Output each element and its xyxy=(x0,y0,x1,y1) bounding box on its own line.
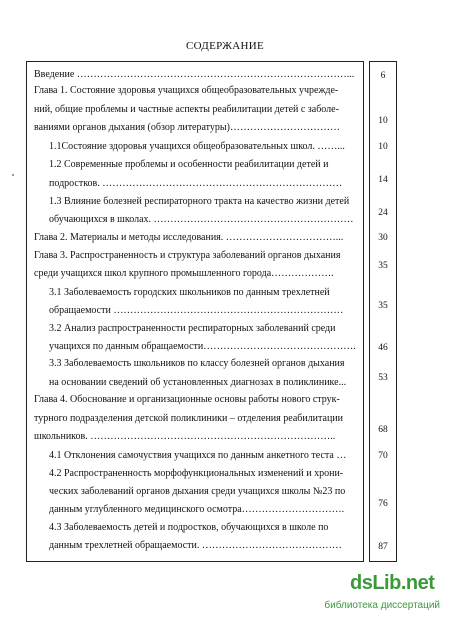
toc-entry-line: ческих заболеваний органов дыхания среди учащихся школы №23 по xyxy=(49,486,346,497)
toc-entry-line: турного подразделения детской поликлиники – отделения реабилитации xyxy=(34,413,344,424)
watermark xyxy=(324,572,446,620)
toc-page-number: 14 xyxy=(378,175,388,185)
toc-entry-line: на основании сведений об установленных диагнозах в поликлинике... xyxy=(49,377,347,388)
toc-entry-line: подростков. ……………………………………………………………… xyxy=(49,178,343,189)
toc-entry-line: 1.2 Современные проблемы и особенности реабилитации детей и xyxy=(49,159,329,170)
toc-page-number: 30 xyxy=(378,233,388,243)
toc-entry-line: 3.2 Анализ распространенности респираторных заболеваний среди xyxy=(49,323,336,334)
toc-entry-line: 4.2 Распространенность морфофункциональных изменений и хрони- xyxy=(49,468,344,479)
toc-page-number: 70 xyxy=(378,451,388,461)
scan-speck xyxy=(12,174,14,176)
toc-page-number: 10 xyxy=(378,142,388,152)
toc-page-number: 46 xyxy=(378,343,388,353)
toc-page-number: 24 xyxy=(378,208,388,218)
toc-entry-line: Глава 1. Состояние здоровья учащихся общеобразовательных учрежде- xyxy=(34,85,339,96)
watermark-subtitle: библиотека диссертаций xyxy=(324,600,440,611)
toc-entry-line: 3.1 Заболеваемость городских школьников по данным трехлетней xyxy=(49,287,330,298)
toc-entry-line: 1.1Состояние здоровья учащихся общеобразовательных школ. ……... xyxy=(49,141,345,152)
toc-entry-line: данным трехлетней обращаемости. …………………………………… xyxy=(49,540,342,551)
toc-entry-line: обращаемости …………………………………………………………… xyxy=(49,305,344,316)
toc-page-number: 68 xyxy=(378,425,388,435)
toc-entry-line: данным углубленного медицинского осмотра…………………………. xyxy=(49,504,345,515)
toc-page-number: 10 xyxy=(378,116,388,126)
toc-entry-line: Глава 4. Обоснование и организационные основы работы нового струк- xyxy=(34,394,340,405)
toc-entry-line: 1.3 Влияние болезней респираторного тракта на качество жизни детей xyxy=(49,196,350,207)
toc-entry-line: обучающихся в школах. …………………………………………………… xyxy=(49,214,354,225)
toc-page-number: 87 xyxy=(378,542,388,552)
toc-page-number: 35 xyxy=(378,301,388,311)
toc-entry-line: Введение ………………………………………………………………………... xyxy=(34,69,355,80)
toc-entry-line: ваниями органов дыхания (обзор литературы)…………………………… xyxy=(34,122,340,133)
toc-page-number: 35 xyxy=(378,261,388,271)
toc-entry-line: Глава 3. Распространенность и структура заболеваний органов дыхания xyxy=(34,250,341,261)
toc-entry-line: 3.3 Заболеваемость школьников по классу болезней органов дыхания xyxy=(49,358,345,369)
toc-entry-line: среди учащихся школ крупного промышленного города………………. xyxy=(34,268,334,279)
toc-page-number: 76 xyxy=(378,499,388,509)
toc-page-number: 53 xyxy=(378,373,388,383)
page-title: СОДЕРЖАНИЕ xyxy=(185,40,265,52)
toc-entry-line: 4.1 Отклонения самочуствия учащихся по данным анкетного теста … xyxy=(49,450,347,461)
toc-entry-line: ний, общие проблемы и частные аспекты реабилитации детей с заболе- xyxy=(34,104,339,115)
toc-entry-line: Глава 2. Материалы и методы исследования. ……………………………... xyxy=(34,232,344,243)
toc-entry-line: 4.3 Заболеваемость детей и подростков, обучающихся в школе по xyxy=(49,522,329,533)
toc-entry-line: школьников. ……………………………………………………………….. xyxy=(34,431,336,442)
toc-entry-line: учащихся по данным обращаемости………………………………………. xyxy=(49,341,356,352)
watermark-logo: dsLib.net xyxy=(350,572,435,594)
toc-page-number: 6 xyxy=(380,71,386,81)
